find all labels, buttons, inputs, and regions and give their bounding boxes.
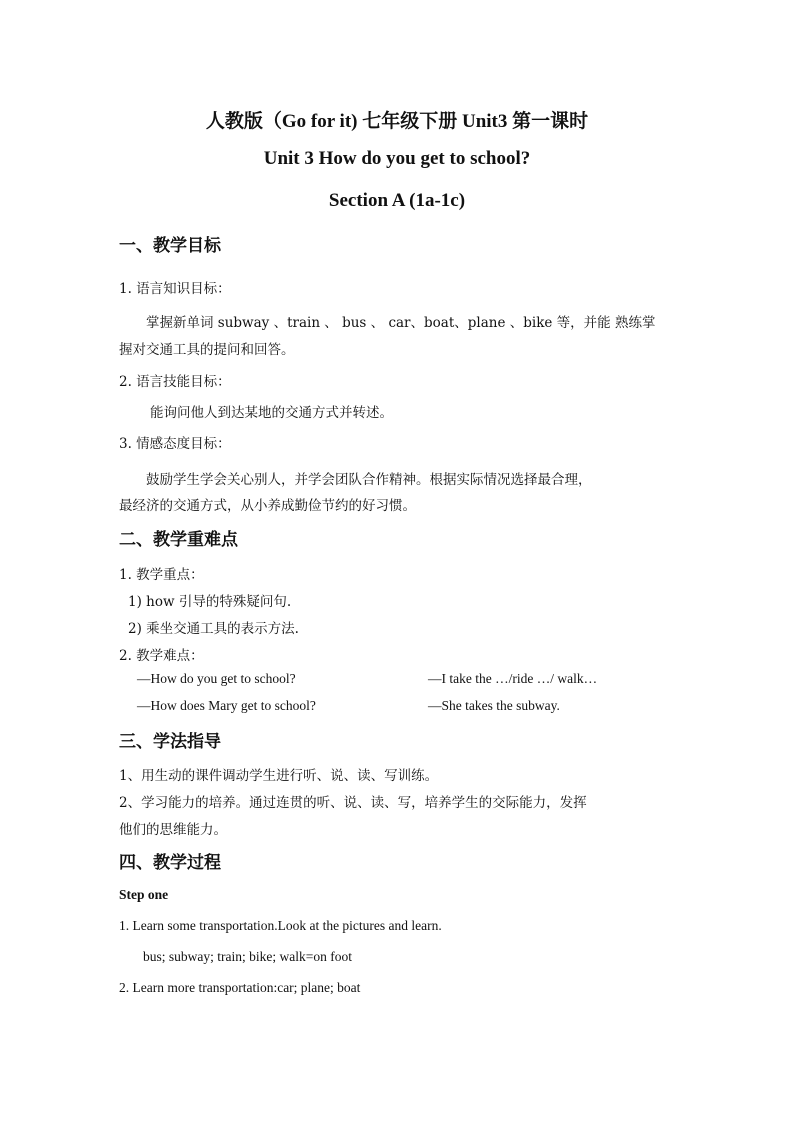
guidance-2-line1: 2、学习能力的培养。通过连贯的听、说、读、写，培养学生的交际能力，发挥 (119, 795, 587, 811)
goal-3-label: 3. 情感态度目标： (119, 436, 231, 452)
guidance-2-line2: 他们的思维能力。 (119, 822, 227, 838)
goal-3-text-line2: 最经济的交通方式，从小养成勤俭节约的好习惯。 (119, 498, 416, 514)
goal-1-label: 1. 语言知识目标： (119, 281, 231, 297)
dialog-question-1: —How do you get to school? (137, 671, 296, 686)
key-point-2: 2) 乘坐交通工具的表示方法. (128, 621, 299, 637)
doc-title: 人教版（Go for it) 七年级下册 Unit3 第一课时 (205, 111, 589, 132)
key-label: 1. 教学重点： (119, 567, 204, 583)
goal-2-label: 2. 语言技能目标： (119, 374, 231, 390)
dialog-answer-1: —I take the …/ride …/ walk… (428, 671, 598, 686)
goal-1-text-line2: 握对交通工具的提问和回答。 (119, 342, 295, 358)
heading-teaching-goals: 一、教学目标 (119, 236, 221, 256)
heading-learning-guidance: 三、学法指导 (119, 732, 221, 752)
difficulty-label: 2. 教学难点： (119, 648, 204, 664)
goal-2-text: 能询问他人到达某地的交通方式并转述。 (150, 405, 393, 421)
goal-3-text-line1: 鼓励学生学会关心别人，并学会团队合作精神。根据实际情况选择最合理， (146, 472, 592, 488)
dialog-answer-2: —She takes the subway. (428, 698, 560, 713)
heading-teaching-process: 四、教学过程 (119, 853, 221, 873)
dialog-question-2: —How does Mary get to school? (137, 698, 316, 713)
process-item-2: 2. Learn more transportation:car; plane; boat (119, 980, 361, 995)
process-item-1-words: bus; subway; train; bike; walk=on foot (143, 949, 352, 964)
section-title: Section A (1a-1c) (328, 190, 466, 211)
step-one-label: Step one (119, 887, 169, 902)
key-point-1: 1) how 引导的特殊疑问句. (128, 594, 292, 610)
guidance-1: 1、用生动的课件调动学生进行听、说、读、写训练。 (119, 768, 439, 784)
goal-1-text-line1: 掌握新单词 subway 、train 、 bus 、 car、boat、plane 、bike 等，并能 熟练掌 (146, 315, 656, 331)
process-item-1: 1. Learn some transportation.Look at the pictures and learn. (119, 918, 442, 933)
unit-title: Unit 3 How do you get to school? (263, 148, 531, 169)
heading-key-points: 二、教学重难点 (119, 530, 238, 550)
